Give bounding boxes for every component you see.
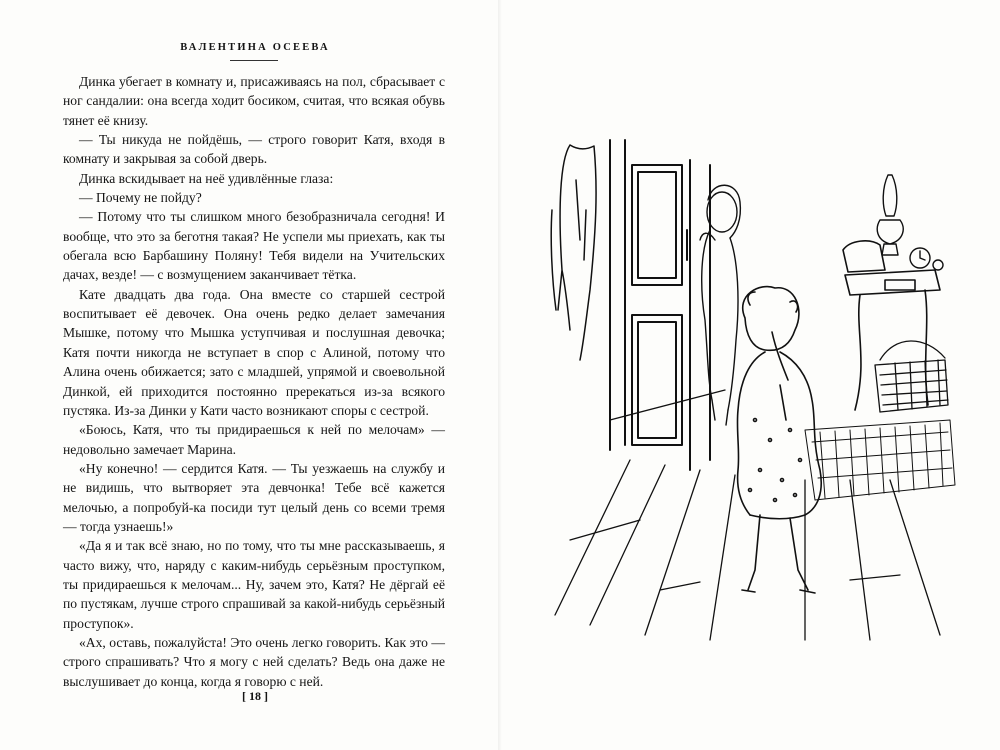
illustration xyxy=(550,120,960,645)
paragraph: «Ах, оставь, пожалуйста! Это очень легко говорить. Как это — строго спрашивать? Что я могу с ней сделать? Ведь она даже не выслушивает до конца, когда я говорю с ней. xyxy=(63,634,445,689)
running-header: ВАЛЕНТИНА ОСЕЕВА xyxy=(180,42,330,53)
oil-lamp xyxy=(877,175,903,255)
floorboards xyxy=(555,390,940,640)
girl-in-doorway xyxy=(700,185,740,425)
paragraph: — Ты никуда не пойдёшь, — строго говорит Катя, входя в комнату и закрывая за собой дверь. xyxy=(63,132,445,167)
paragraph: Динка убегает в комнату и, присаживаясь на пол, сбрасывает с ног сандалии: она всегда ходит босиком, считая, что всякая обувь тянет её книзу. xyxy=(63,74,445,128)
paragraph: Кате двадцать два года. Она вместе со старшей сестрой воспитывает её девочек. Она очень редко делает замечания Мышке, потому что Мышка уступчивая и послушная девочка; Катя почти никогда не вступает в спор с Алиной, потому что Алина очень обижается; зато с младшей, упрямой и своевольной Динкой, ей приходится постоянно пререкаться из-за всякого пустяка. Из-за Динки у Кати часто возникают споры с сестрой. xyxy=(63,286,445,418)
paragraph: «Да я и так всё знаю, но по тому, что ты мне рассказываешь, я часто вижу, что, наряду с каким-нибудь серьёзным проступком, ты придираешься к мелочам... Ну, зачем это, Катя? Не дёргай её по пустякам, лучше строго спрашивай за какой-нибудь серьёзный проступок». xyxy=(63,538,445,631)
coat xyxy=(551,145,596,360)
body-text xyxy=(63,72,445,691)
clock xyxy=(910,248,943,270)
child-standing xyxy=(737,287,821,593)
paragraph: «Боюсь, Катя, что ты придираешься к ней по мелочам» — недовольно замечает Марина. xyxy=(63,422,445,457)
page-number: [ 18 ] xyxy=(242,689,268,703)
paragraph: — Потому что ты слишком много безобразничала сегодня! И вообще, что это за беготня такая? Не успели мы приехать, как ты обегала всю Барбашину Поляну! Тебя видели на Учительских дачах, везде! — с возмущением заканчивает тётка. xyxy=(63,209,445,283)
door xyxy=(610,140,710,470)
paragraph: — Почему не пойду? xyxy=(79,190,202,206)
rug xyxy=(805,420,955,500)
header-rule xyxy=(230,60,278,61)
basket xyxy=(875,341,948,412)
paragraph: Динка вскидывает на неё удивлённые глаза: xyxy=(79,170,334,186)
paragraph: «Ну конечно! — сердится Катя. — Ты уезжаешь на службу и не видишь, что вытворяет эта девчонка! Тебе всё кажется мелочью, а попробуй-ка посиди тут целый день со всеми тремя — тогда узнаешь!» xyxy=(63,460,445,534)
